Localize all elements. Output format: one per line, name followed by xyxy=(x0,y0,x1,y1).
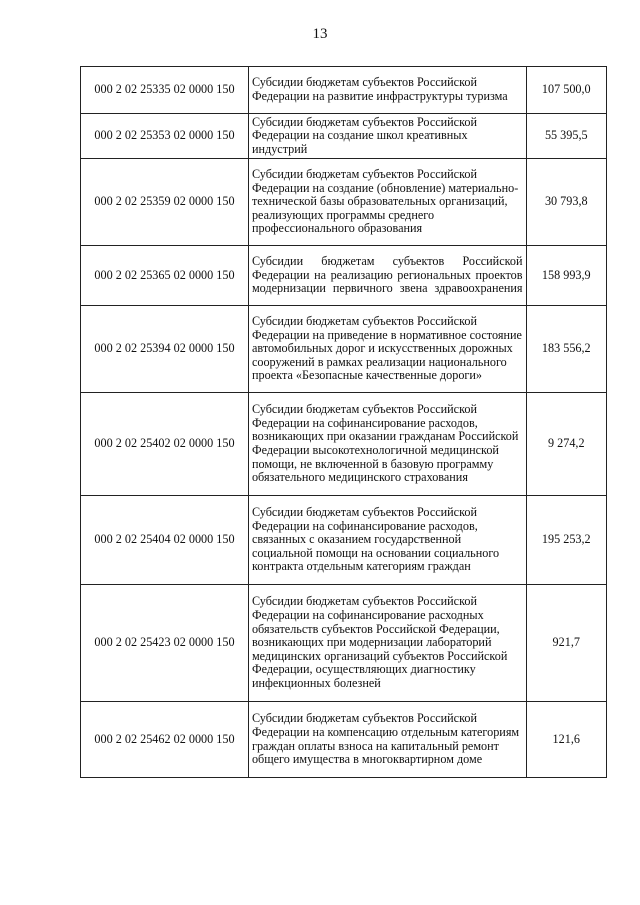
income-description: Субсидии бюджетам субъектов Российской Федерации на софинансирование расходов, возникающих при оказании гражданам Российской Федерации высокотехнологичной медицинской помощи, не включенной в базовую программу обязательного медицинского страхования xyxy=(248,393,526,496)
table-row xyxy=(81,246,607,306)
table-row xyxy=(81,114,607,159)
amount-value: 158 993,9 xyxy=(526,246,606,306)
income-description: Субсидии бюджетам субъектов Российской Федерации на создание школ креативных индустрий xyxy=(248,114,526,159)
income-description: Субсидии бюджетам субъектов Российской Федерации на развитие инфраструктуры туризма xyxy=(248,67,526,114)
classification-code: 000 2 02 25462 02 0000 150 xyxy=(81,702,249,778)
income-description: Субсидии бюджетам субъектов Российской Федерации на создание (обновление) материально-технической базы образовательных организаций, реализующих программы среднего профессионального образования xyxy=(248,159,526,246)
amount-value: 183 556,2 xyxy=(526,306,606,393)
table-row xyxy=(81,306,607,393)
table-row xyxy=(81,159,607,246)
classification-code: 000 2 02 25394 02 0000 150 xyxy=(81,306,249,393)
amount-value: 921,7 xyxy=(526,585,606,702)
amount-value: 121,6 xyxy=(526,702,606,778)
budget-table-body xyxy=(81,67,607,778)
amount-value: 55 395,5 xyxy=(526,114,606,159)
income-description: Субсидии бюджетам субъектов Российской Федерации на софинансирование расходов, связанных с оказанием государственной социальной помощи на основании социального контракта отдельным категориям граждан xyxy=(248,496,526,585)
classification-code: 000 2 02 25404 02 0000 150 xyxy=(81,496,249,585)
classification-code: 000 2 02 25365 02 0000 150 xyxy=(81,246,249,306)
table-row xyxy=(81,702,607,778)
amount-value: 9 274,2 xyxy=(526,393,606,496)
page-number: 13 xyxy=(312,26,328,42)
table-row xyxy=(81,496,607,585)
amount-value: 107 500,0 xyxy=(526,67,606,114)
table-row xyxy=(81,393,607,496)
classification-code: 000 2 02 25335 02 0000 150 xyxy=(81,67,249,114)
table-row xyxy=(81,585,607,702)
amount-value: 195 253,2 xyxy=(526,496,606,585)
income-description: Субсидии бюджетам субъектов Российской Федерации на компенсацию отдельным категориям граждан оплаты взноса на капитальный ремонт общего имущества в многоквартирном доме xyxy=(248,702,526,778)
income-description: Субсидии бюджетам субъектов Российской Федерации на реализацию региональных проектов модернизации первичного звена здравоохранения xyxy=(248,246,526,306)
classification-code: 000 2 02 25359 02 0000 150 xyxy=(81,159,249,246)
budget-table xyxy=(80,66,607,778)
classification-code: 000 2 02 25402 02 0000 150 xyxy=(81,393,249,496)
classification-code: 000 2 02 25423 02 0000 150 xyxy=(81,585,249,702)
classification-code: 000 2 02 25353 02 0000 150 xyxy=(81,114,249,159)
amount-value: 30 793,8 xyxy=(526,159,606,246)
table-row xyxy=(81,67,607,114)
income-description: Субсидии бюджетам субъектов Российской Федерации на софинансирование расходных обязательств субъектов Российской Федерации, возникающих при модернизации лабораторий медицинских организаций субъектов Российской Федерации, осуществляющих диагностику инфекционных болезней xyxy=(248,585,526,702)
income-description: Субсидии бюджетам субъектов Российской Федерации на приведение в нормативное состояние автомобильных дорог и искусственных дорожных сооружений в рамках реализации национального проекта «Безопасные качественные дороги» xyxy=(248,306,526,393)
